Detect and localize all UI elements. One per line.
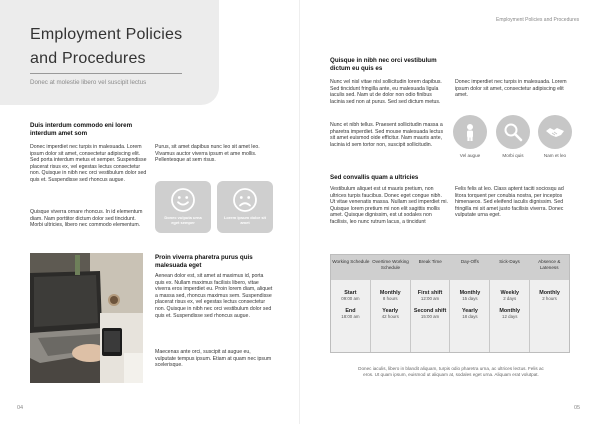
page-number-right: 05 (574, 405, 581, 411)
cell-value: Monthly (459, 290, 481, 296)
cell-value: Second shift (413, 308, 447, 315)
cell-sub: 18 days (462, 314, 478, 320)
cell-sub: 2 hours (542, 296, 557, 302)
cell-sub: 12 days (502, 314, 518, 320)
cell-sub: 8 hours (382, 296, 398, 302)
search-label: Morbi quis (502, 153, 524, 158)
person-circle (453, 115, 487, 149)
cell-value: Monthly (499, 308, 521, 315)
right-section2-para1: Vestibulum aliquet est ut mauris pretium, non ultrices turpis faucibus. Donec eget congue nibh. Ut vitae venenatis massa. Nullam sed imperdiet mi. Quisque lorem pretium mi non elit sagittis mollis amet. Quisque dignissim, est ut sodales non facilisis, leo nunc rutrum lacus, a tincidunt (330, 186, 448, 225)
right-section1-para1: Nunc vel nisl vitae nisl sollicitudin lorem dapibus. Sed tincidunt fringilla ante, eu malesuada ligula iaculis sed. Nam ut de dolor non odio finibus lacinia sed non at purus. Sed sed dictum metus. (330, 79, 442, 105)
left-section1-para3: Purus, sit amet dapibus nunc leo sit amet leo. Vivamus auctor viverra ipsum et ame mollis. Pellentesque at sem risus. (155, 144, 260, 164)
cell-sub: 15 days (462, 296, 478, 302)
left-section2-para1: Aenean dolor est, sit amet at maximus id, porta quis ex. Nullam maximus facilisis libero, vitae viverra eros imperdiet eu. Proin lorem diam, aliquet a massa sed, rhoncus maximus sem. Suspendisse placerat risus ex, vel egestas lectus consectetur non. Quisque in nibh nec orci vestibulum dolor sed quis et. Suspendisse sed rhoncus augue. (155, 273, 273, 319)
search-circle (496, 115, 530, 149)
cell-sub: 18:00 am (341, 314, 360, 320)
running-head: Employment Policies and Procedures (496, 17, 580, 23)
smile-card (155, 181, 211, 233)
left-section1-para2: Quisque viverra ornare rhoncus. In id elementum diam. Nam porttitor dictum dolor sed tincidunt. Morbi ultricies, libero nec commodo elementum. (30, 209, 143, 229)
right-section2-heading: Sed convallis quam a ultricies (330, 174, 419, 181)
right-section1-para2: Nunc et nibh tellus. Praesent sollicitudin massa a pharetra imperdiet. Sed mouse malesuada lectus sit amet euismod oide efficitur. Nam mauris ante, lacinia id sem tortor non, suscipit sollicitudin. (330, 122, 444, 148)
left-section1-heading: Duis interdum commodo eni lorem interdum amet som (30, 122, 133, 137)
schedule-table (330, 254, 570, 353)
cell-value: End (345, 308, 356, 315)
right-section2-para2: Felis felis at leo. Class aptent taciti sociosqu ad litora torquent per conubia nostra, per inceptos himenaeos. Sed eleifend iaculis dignissim. Sed fringilla mi sit amet justo facilisis viverra. Donec vulputate urna eget. (455, 186, 564, 219)
header-working-schedule: Working Schedule (332, 259, 370, 264)
left-section2-heading: Proin viverra pharetra purus quis malesuada eget (155, 254, 253, 269)
title-line-2: and Procedures (30, 50, 146, 67)
cell-sub: 15:00 am (420, 314, 440, 320)
frown-card (217, 181, 273, 233)
laptop-photo (30, 253, 143, 383)
cell-value: Yearly (382, 308, 399, 315)
cell-value: First shift (417, 290, 443, 296)
handshake-icon (545, 122, 565, 142)
cell-value: Start (344, 290, 357, 296)
schedule-col-day-offs (450, 280, 490, 352)
title-divider (30, 73, 182, 74)
page-subtitle: Donec at molestie libero vel suscipit lectus (30, 79, 147, 86)
cell-value: Yearly (461, 308, 478, 315)
schedule-body (331, 280, 569, 352)
header-absence: Absence & Lateness (538, 259, 561, 270)
page-number-left: 04 (17, 405, 24, 411)
schedule-col-break (411, 280, 451, 352)
right-section1-para3: Donec imperdiet nec turpis in malesuada. Lorem ipsum dolor sit amet, consectetur adipiscing elit amet. (455, 79, 567, 99)
smile-icon (170, 187, 196, 213)
schedule-col-overtime (371, 280, 411, 352)
left-section2-para2: Maecenas ante orci, suscipit at augue eu, vulputate tempus ipsum. Etiam at quam nec ipsum scelerisque. (155, 349, 272, 369)
handshake-label: Nam et leo (543, 153, 567, 158)
handshake-circle (538, 115, 572, 149)
left-section1-para1: Donec imperdiet nec turpis in malesuada. Lorem ipsum dolor sit amet, consectetur adipiscing elit. Sed porta interdum metus et semper. Suspendisse placerat risus ex, vel egestas lectus consectetur non. Quisque in nibh nec orci vestibulum dolor sed quis et. Suspendisse sed rhoncus augue. (30, 144, 147, 183)
cell-sub: 12:00 am (420, 296, 440, 302)
frown-icon (232, 187, 258, 213)
cell-sub: 2 days (503, 296, 517, 302)
schedule-header-row (331, 255, 569, 280)
schedule-col-sick-days (490, 280, 530, 352)
search-icon (503, 122, 523, 142)
header-overtime: Overtime Working Schedule (372, 259, 409, 270)
page-title (30, 23, 210, 71)
header-day-offs: Day-Offs (460, 259, 479, 264)
cell-value: Weekly (500, 290, 519, 296)
cell-value: Monthly (379, 290, 401, 296)
header-sick-days: Sick-Days (499, 259, 520, 264)
smile-card-caption: Donec vulputa urna eget semper (164, 215, 202, 225)
person-icon (460, 122, 480, 142)
title-line-1: Employment Policies (30, 26, 183, 43)
cell-sub: 09:00 am (341, 296, 360, 302)
footnote: Donec iaculis, libero in blandit aliquam, turpis odio pharetra urna, ac ultrices lectus. Felis ac eros. Ut quam ipsum, euismod ut aliquam at, sodales eget urna. Aliquam erat volutpat. (358, 366, 544, 377)
schedule-col-working (331, 280, 371, 352)
schedule-col-absence (530, 280, 569, 352)
right-section1-heading: Quisque in nibh nec orci vestibulum dictum eu quis es (330, 57, 437, 72)
cell-value: Monthly (539, 290, 560, 296)
person-label: Vel augue (459, 153, 481, 158)
cell-sub: 42 hours (381, 314, 399, 320)
header-break-time: Break Time (418, 259, 442, 264)
laptop-desk-image (30, 253, 143, 383)
frown-card-caption: Lorem ipsum dolor sit amet (223, 215, 266, 225)
